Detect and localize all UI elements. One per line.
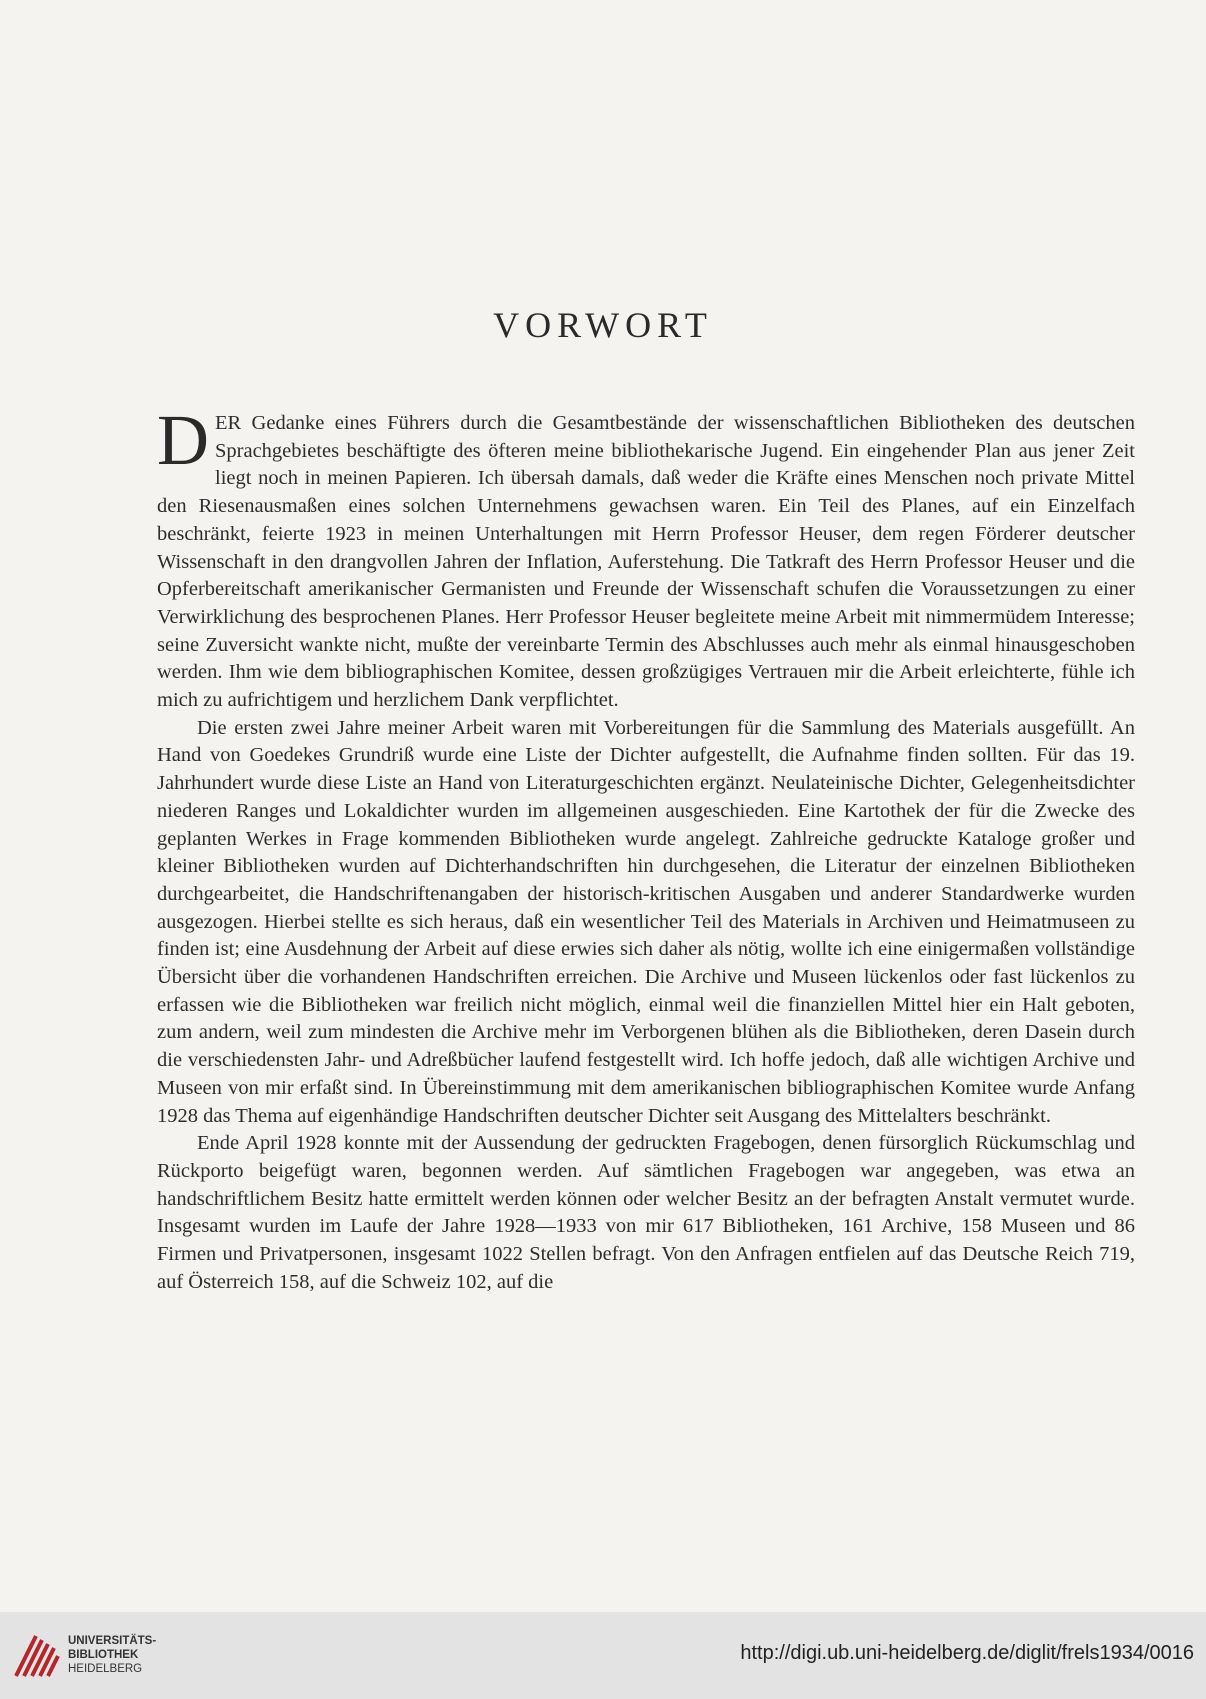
body-text [157,400,1135,1297]
paragraph-1 [157,400,1135,715]
paragraph-1-text: ER Gedanke eines Führers durch die Gesamtbestände der wissenschaftlichen Bibliotheken des deutschen Sprachgebietes beschäftigte des öfteren meine bibliothekarische Jugend. Ein eingehender Plan aus jener Zeit liegt noch in meinen Papieren. Ich übersah damals, daß weder die Kräfte eines Menschen noch private Mittel den Riesenausmaßen eines solchen Unternehmens gewachsen waren. Ein Teil des Planes, auf ein Einzelfach beschränkt, feierte 1923 in meinen Unterhaltungen mit Herrn Professor Heuser, dem regen Förderer deutscher Wissenschaft in den drangvollen Jahren der Inflation, Auferstehung. Die Tatkraft des Herrn Professor Heuser und die Opferbereitschaft amerikanischer Germanisten und Freunde der Wissenschaft schufen die Voraussetzungen zu einer Verwirklichung des besprochenen Planes. Herr Professor Heuser begleitete meine Arbeit mit nimmermüdem Interesse; seine Zuversicht wankte nicht, mußte der vereinbarte Termin des Abschlusses auch mehr als einmal hinausgeschoben werden. Ihm wie dem bibliographischen Komitee, dessen großzügiges Vertrauen mir die Arbeit erleichterte, fühle ich mich zu aufrichtigem und herzlichem Dank verpflichtet. [157,412,1135,712]
library-name [68,1634,156,1676]
university-library-logo-icon [12,1632,60,1680]
library-name-line-2: BIBLIOTHEK [68,1649,139,1661]
library-name-line-1: UNIVERSITÄTS- [68,1635,157,1647]
permalink-url[interactable]: http://digi.ub.uni-heidelberg.de/diglit/frels1934/0016 [740,1642,1194,1664]
paragraph-3: Ende April 1928 konnte mit der Aussendung der gedruckten Fragebogen, denen fürsorglich Rückumschlag und Rückporto beigefügt waren, begonnen werden. Auf sämtlichen Fragebogen war angegeben, was etwa an handschriftlichem Besitz hatte ermittelt werden können oder welcher Besitz an der befragten Anstalt vermutet wurde. Insgesamt wurden im Laufe der Jahre 1928—1933 von mir 617 Bibliotheken, 161 Archive, 158 Museen und 86 Firmen und Privatpersonen, insgesamt 1022 Stellen befragt. Von den Anfragen entfielen auf das Deutsche Reich 719, auf Österreich 158, auf die Schweiz 102, auf die [157,1132,1135,1293]
library-name-line-3: HEIDELBERG [68,1663,143,1675]
page-title: VORWORT [493,305,713,345]
paragraph-2: Die ersten zwei Jahre meiner Arbeit waren mit Vorbereitungen für die Sammlung des Materials ausgefüllt. An Hand von Goedekes Grundriß wurde eine Liste der Dichter aufgestellt, die Aufnahme finden sollten. Für das 19. Jahrhundert wurde diese Liste an Hand von Literaturgeschichten ergänzt. Neulateinische Dichter, Gelegenheitsdichter niederen Ranges und Lokaldichter wurden im allgemeinen ausgeschieden. Eine Kartothek der für die Zwecke des geplanten Werkes in Frage kommenden Bibliotheken wurde angelegt. Zahlreiche gedruckte Kataloge großer und kleiner Bibliotheken wurden auf Dichterhandschriften hin durchgesehen, die Literatur der einzelnen Bibliotheken durchgearbeitet, die Handschriftenangaben der historisch-kritischen Ausgaben und anderer Standardwerke wurden ausgezogen. Hierbei stellte es sich heraus, daß ein wesentlicher Teil des Materials in Archiven und Heimatmuseen zu finden ist; eine Ausdehnung der Arbeit auf diese erwies sich daher als nötig, wollte ich eine einigermaßen vollständige Übersicht über die vorhandenen Handschriften erreichen. Die Archive und Museen lückenlos oder fast lückenlos zu erfassen wie die Bibliotheken war freilich nicht möglich, einmal weil die finanziellen Mittel hier ein Halt geboten, zum andern, weil zum mindesten die Archive mehr im Verborgenen blühen als die Bibliotheken, deren Dasein durch die verschiedensten Jahr- und Adreßbücher laufend festgestellt wird. Ich hoffe jedoch, daß alle wichtigen Archive und Museen von mir erfaßt sind. In Übereinstimmung mit dem amerikanischen bibliographischen Komitee wurde Anfang 1928 das Thema auf eigenhändige Handschriften deutscher Dichter seit Ausgang des Mittelalters beschränkt. [157,716,1135,1127]
drop-cap: D [157,400,209,480]
library-footer [0,1612,1206,1699]
